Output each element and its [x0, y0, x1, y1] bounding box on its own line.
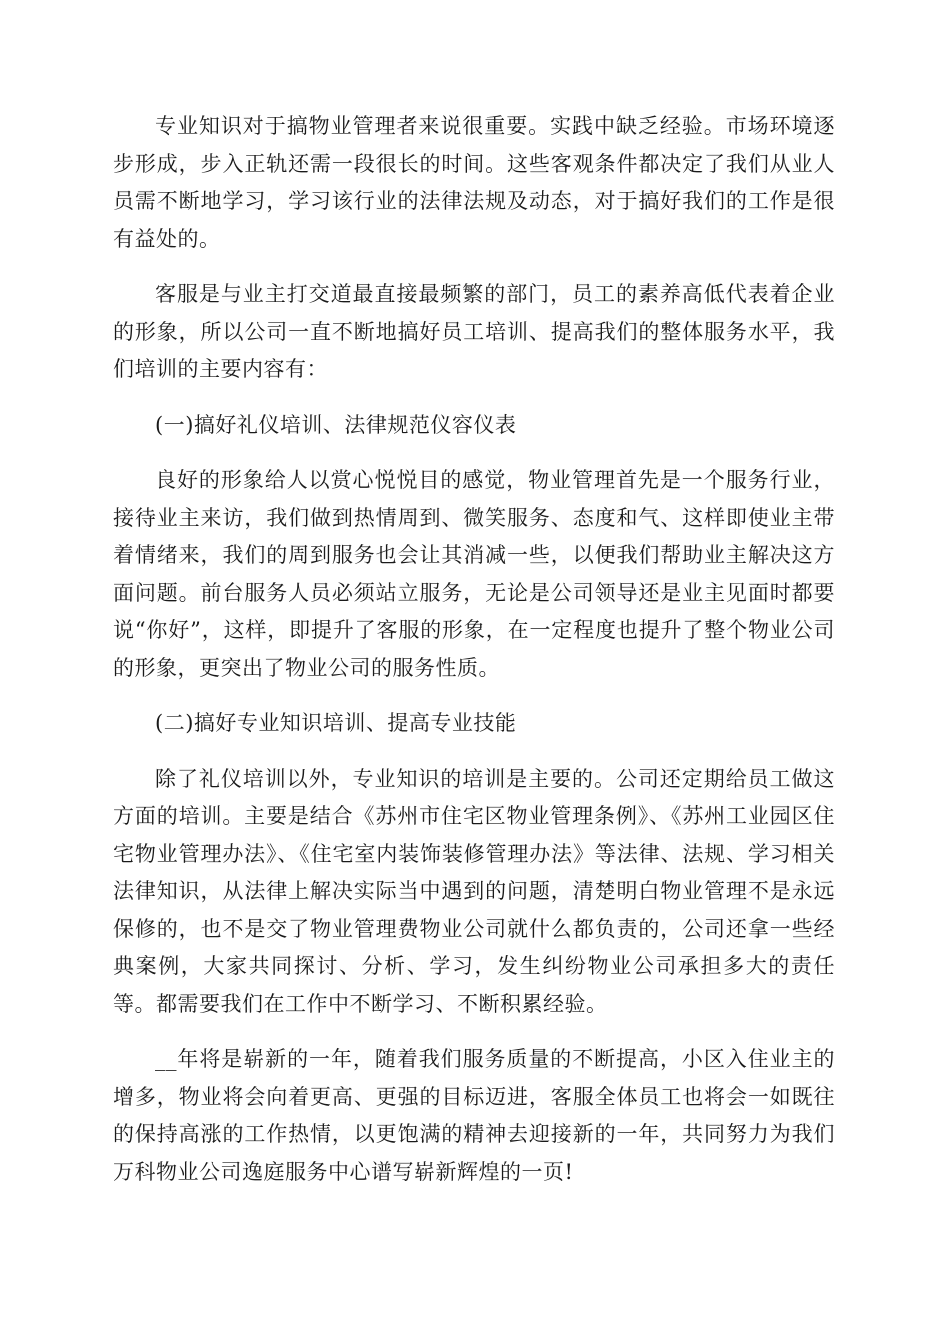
- paragraph-skills: 除了礼仪培训以外，专业知识的培训是主要的。公司还定期给员工做这方面的培训。主要是结合《苏州市住宅区物业管理条例》、《苏州工业园区住宅物业管理办法》、《住宅室内装饰装修管理办法》等法律、法规、学习相关法律知识，从法律上解决实际当中遇到的问题，清楚明白物业管理不是永远保修的，也不是交了物业管理费物业公司就什么都负责的，公司还拿一些经典案例，大家共同探讨、分析、学习，发生纠纷物业公司承担多大的责任等。都需要我们在工作中不断学习、不断积累经验。: [113, 766, 835, 1016]
- document-page: [113, 108, 835, 1209]
- paragraph-professional-knowledge: 专业知识对于搞物业管理者来说很重要。实践中缺乏经验。市场环境逐步形成，步入正轨还需一段很长的时间。这些客观条件都决定了我们从业人员需不断地学习，学习该行业的法律法规及动态，对于搞好我们的工作是很有益处的。: [113, 114, 835, 251]
- section-heading-skills: (二)搞好专业知识培训、提高专业技能: [155, 711, 517, 735]
- paragraph-customer-service: 客服是与业主打交道最直接最频繁的部门，员工的素养高低代表着企业的形象，所以公司一直不断地搞好员工培训、提高我们的整体服务水平，我们培训的主要内容有：: [113, 282, 835, 381]
- paragraph-etiquette: 良好的形象给人以赏心悦悦目的感觉，物业管理首先是一个服务行业，接待业主来访，我们做到热情周到、微笑服务、态度和气、这样即使业主带着情绪来，我们的周到服务也会让其消减一些，以便我们帮助业主解决这方面问题。前台服务人员必须站立服务，无论是公司领导还是业主见面时都要说“你好”，这样，即提升了客服的形象，在一定程度也提升了整个物业公司的形象，更突出了物业公司的服务性质。: [113, 468, 835, 680]
- section-heading-etiquette: (一)搞好礼仪培训、法律规范仪容仪表: [155, 412, 517, 437]
- paragraph-new-year: __年将是崭新的一年，随着我们服务质量的不断提高，小区入住业主的增多，物业将会向着更高、更强的目标迈进，客服全体员工也将会一如既往的保持高涨的工作热情，以更饱满的精神去迎接新的一年，共同努力为我们万科物业公司逸庭服务中心谱写崭新辉煌的一页!: [113, 1047, 835, 1184]
